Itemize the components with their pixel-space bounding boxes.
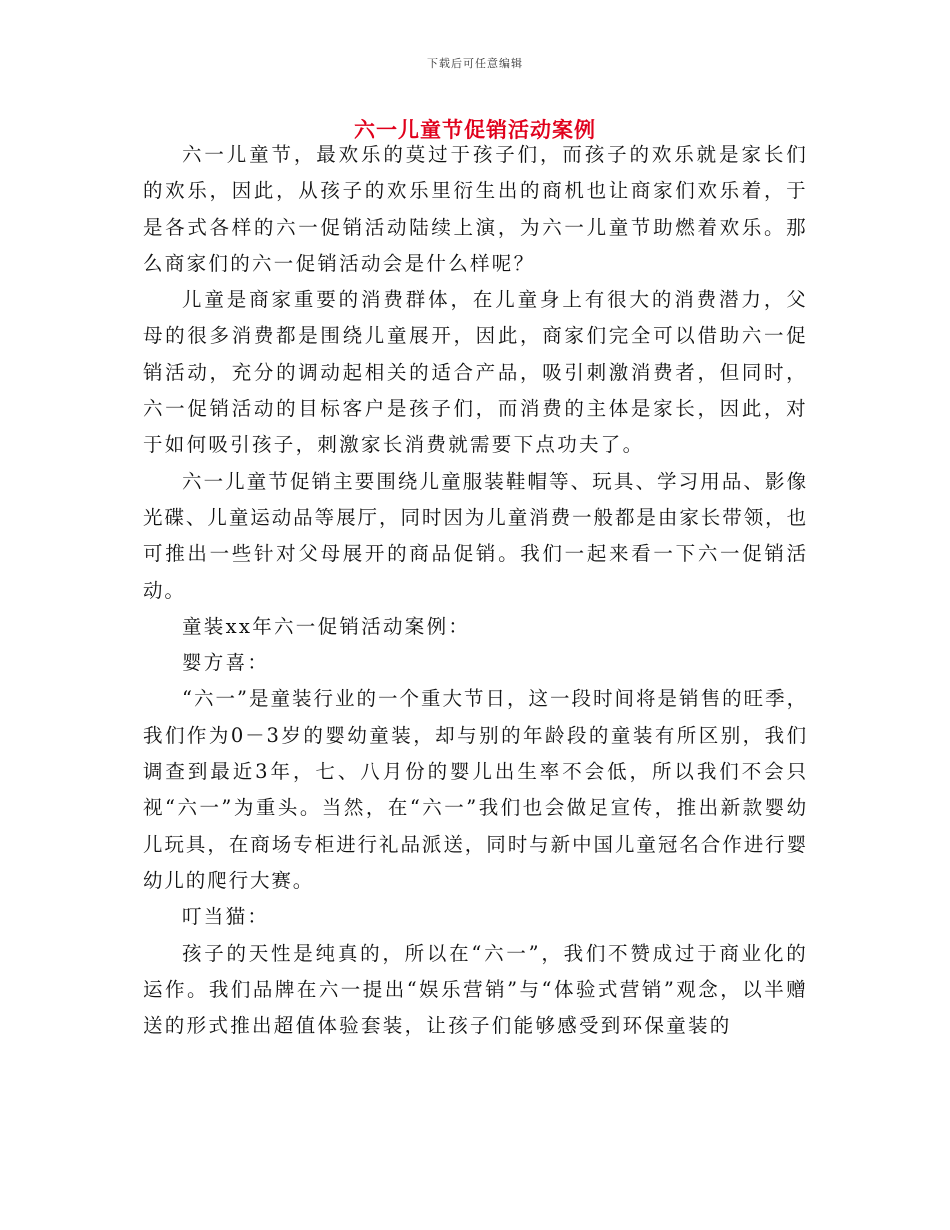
document-title: 六一儿童节促销活动案例: [354, 117, 596, 142]
paragraph-consumers: 儿童是商家重要的消费群体，在儿童身上有很大的消费潜力，父母的很多消费都是围绕儿童展开，因此，商家们完全可以借助六一促销活动，充分的调动起相关的适合产品，吸引刺激消费者，但同时，六一促销活动的目标客户是孩子们，而消费的主体是家长，因此，对于如何吸引孩子，刺激家长消费就需要下点功夫了。: [143, 288, 808, 457]
paragraph-yingfangxi-body: “六一”是童装行业的一个重大节日，这一段时间将是销售的旺季，我们作为0－3岁的婴幼童装，却与别的年龄段的童装有所区别，我们调查到最近3年，七、八月份的婴儿出生率不会低，所以我们不会只视“六一”为重头。当然，在“六一”我们也会做足宣传，推出新款婴幼儿玩具，在商场专柜进行礼品派送，同时与新中国儿童冠名合作进行婴幼儿的爬行大赛。: [143, 687, 808, 892]
header-note: 下载后可任意编辑: [427, 57, 523, 70]
document-body: [143, 137, 808, 1044]
paragraph-intro: 六一儿童节，最欢乐的莫过于孩子们，而孩子的欢乐就是家长们的欢乐，因此，从孩子的欢乐里衍生出的商机也让商家们欢乐着，于是各式各样的六一促销活动陆续上演，为六一儿童节助燃着欢乐。那么商家们的六一促销活动会是什么样呢？: [143, 143, 808, 275]
paragraph-brand-dingdangmao: 叮当猫：: [182, 905, 270, 929]
paragraph-categories: 六一儿童节促销主要围绕儿童服装鞋帽等、玩具、学习用品、影像光碟、儿童运动品等展厅，同时因为儿童消费一般都是由家长带领，也可推出一些针对父母展开的商品促销。我们一起来看一下六一促销活动。: [143, 469, 808, 602]
paragraph-case-heading: 童装xx年六一促销活动案例：: [182, 614, 471, 638]
paragraph-dingdangmao-body: 孩子的天性是纯真的，所以在“六一”，我们不赞成过于商业化的运作。我们品牌在六一提出“娱乐营销”与“体验式营销”观念，以半赠送的形式推出超值体验套装，让孩子们能够感受到环保童装的: [143, 941, 808, 1038]
paragraph-brand-yingfangxi: 婴方喜：: [182, 651, 270, 675]
